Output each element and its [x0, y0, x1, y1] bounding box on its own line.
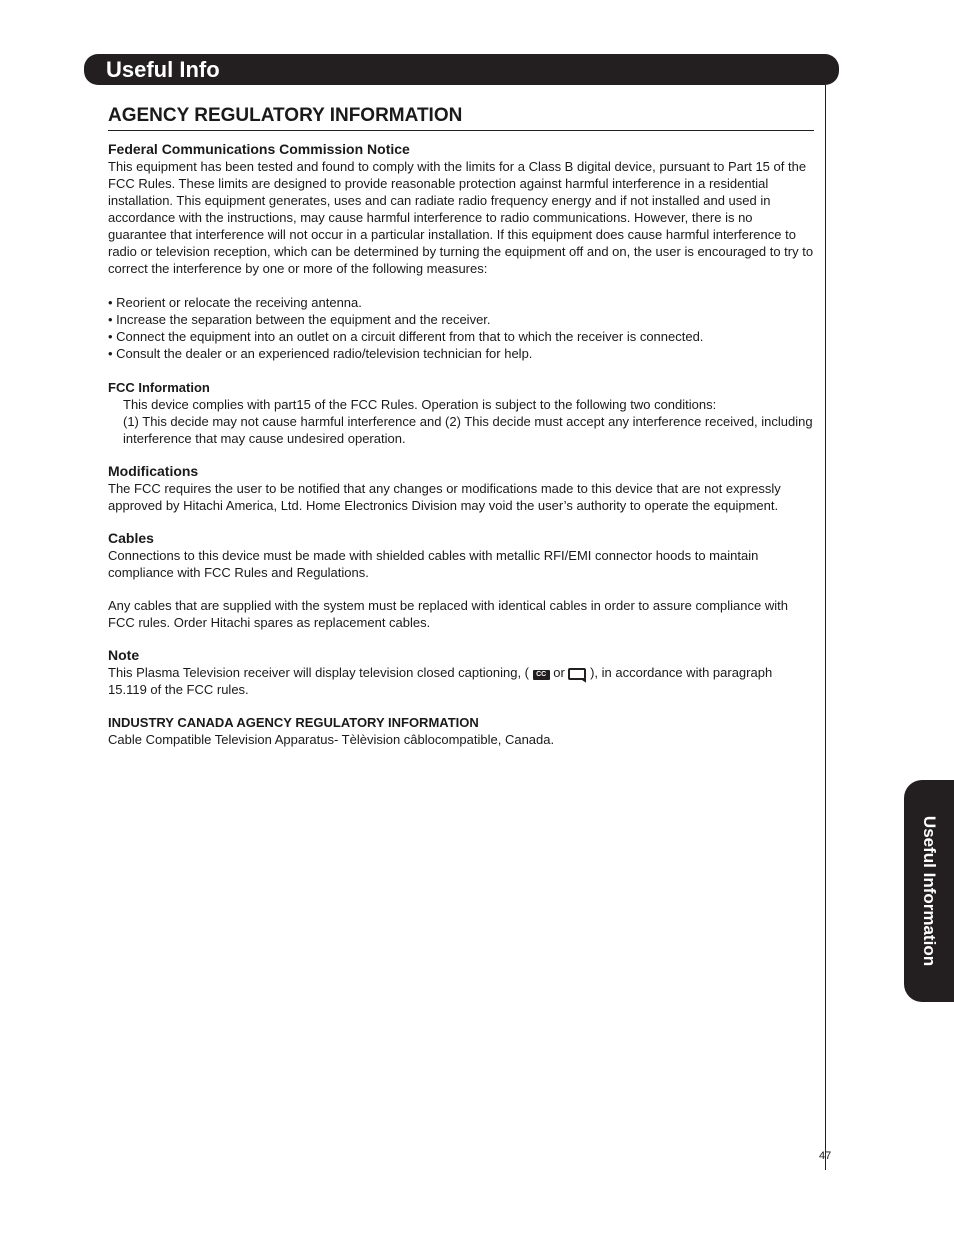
right-margin-rule — [825, 85, 826, 1170]
fcc-notice-heading: Federal Communications Commission Notice — [108, 141, 410, 157]
fcc-information-line2: (1) This decide may not cause harmful interference and (2) This decide must accept any interference received, including interference that may cause undesired operation. — [123, 414, 813, 446]
list-item: • Reorient or relocate the receiving antenna. — [108, 295, 362, 310]
fcc-information-line1: This device complies with part15 of the FCC Rules. Operation is subject to the following two conditions: — [123, 397, 717, 412]
closed-caption-icon: CC — [533, 670, 550, 680]
cables-body-2: Any cables that are supplied with the system must be replaced with identical cables in order to assure compliance with FCC rules. Order Hitachi spares as replacement cables. — [108, 598, 788, 630]
modifications-body: The FCC requires the user to be notified that any changes or modifications made to this device that are not expressly approved by Hitachi America, Ltd. Home Electronics Division may void the user’s authority to operate the equipment. — [108, 481, 781, 513]
measures-list — [108, 294, 814, 362]
main-content — [108, 104, 814, 748]
industry-canada-body: Cable Compatible Television Apparatus- Tèlèvision câblocompatible, Canada. — [108, 732, 555, 747]
modifications-heading: Modifications — [108, 463, 199, 479]
industry-canada-heading: INDUSTRY CANADA AGENCY REGULATORY INFORMATION — [108, 715, 479, 730]
header-bar — [84, 54, 839, 85]
page-title: Useful Info — [106, 57, 220, 82]
side-tab — [904, 780, 954, 1002]
note-text-or: or — [553, 665, 565, 680]
list-item: • Increase the separation between the equipment and the receiver. — [108, 312, 491, 327]
note-text-before: This Plasma Television receiver will display television closed captioning, ( — [108, 665, 530, 680]
caption-bubble-icon — [568, 668, 586, 680]
section-title: AGENCY REGULATORY INFORMATION — [108, 104, 814, 131]
cables-heading: Cables — [108, 530, 154, 546]
side-tab-label: Useful Information — [920, 815, 939, 967]
fcc-information-heading: FCC Information — [108, 380, 210, 395]
note-text-after: ), in accordance with paragraph 15.119 of the FCC rules. — [108, 665, 773, 697]
cables-body-1: Connections to this device must be made with shielded cables with metallic RFI/EMI connector hoods to maintain compliance with FCC Rules and Regulations. — [108, 548, 759, 580]
page-number: 47 — [819, 1150, 832, 1162]
note-body — [108, 664, 814, 698]
note-heading: Note — [108, 647, 140, 663]
fcc-notice-body: This equipment has been tested and found to comply with the limits for a Class B digital device, pursuant to Part 15 of the FCC Rules. These limits are designed to provide reasonable protection against harmful interference in a residential installation. This equipment generates, uses and can radiate radio frequency energy and if not installed and used in accordance with the instructions, may cause harmful interference to radio communications. However, there is no guarantee that interference will not occur in a particular installation. If this equipment does cause harmful interference to radio or television reception, which can be determined by turning the equipment off and on, the user is encouraged to try to correct the interference by one or more of the following measures: — [108, 159, 814, 276]
list-item: • Connect the equipment into an outlet on a circuit different from that to which the receiver is connected. — [108, 329, 704, 344]
list-item: • Consult the dealer or an experienced radio/television technician for help. — [108, 346, 533, 361]
